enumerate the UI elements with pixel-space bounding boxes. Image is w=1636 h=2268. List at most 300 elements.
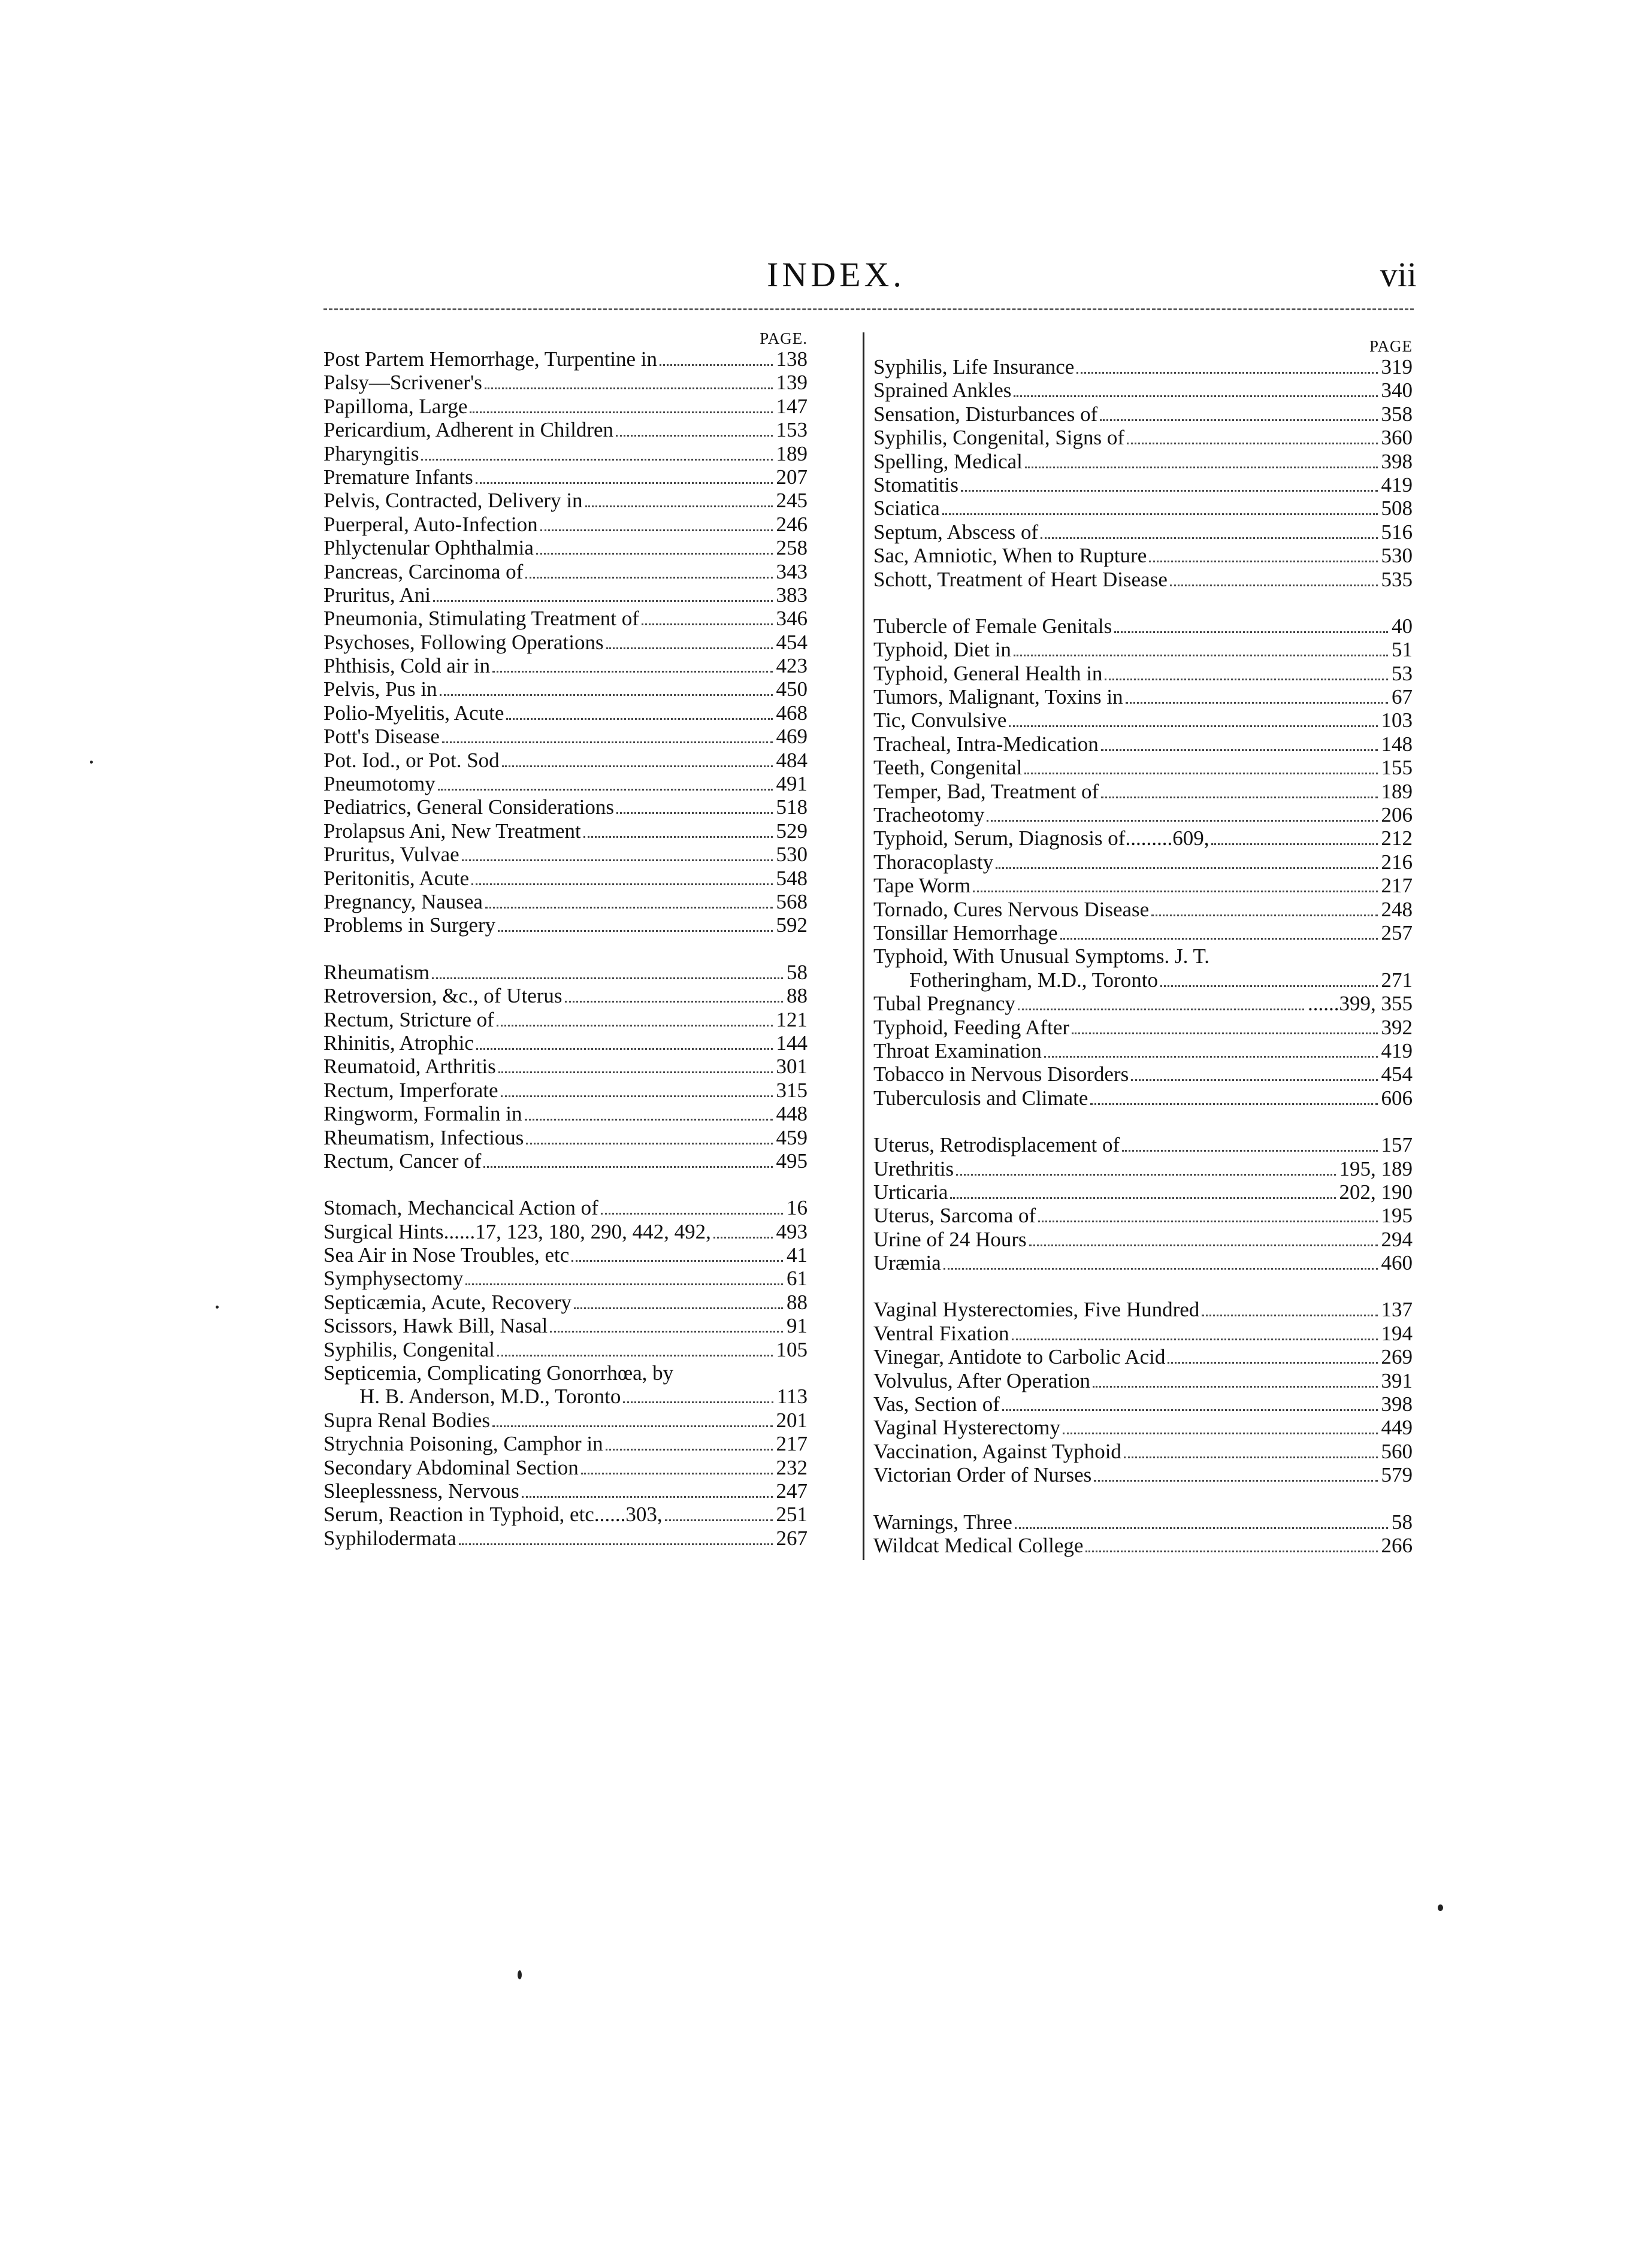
entry-title: Post Partem Hemorrhage, Turpentine in	[323, 347, 658, 371]
entry-page: 40	[1392, 614, 1413, 638]
entry-title: Stomach, Mechancical Action of	[323, 1196, 598, 1220]
index-entry	[323, 395, 808, 418]
dot-leader	[442, 741, 773, 743]
entry-page: 217	[1381, 874, 1413, 898]
entry-page: 449	[1381, 1416, 1413, 1440]
dot-leader	[501, 1095, 773, 1097]
index-entry	[873, 1133, 1413, 1156]
entry-title: Pelvis, Pus in	[323, 677, 437, 701]
entry-title: Pneumonia, Stimulating Treatment of	[323, 607, 639, 631]
entry-title: Pruritus, Vulvae	[323, 843, 459, 867]
dot-leader	[1025, 467, 1378, 468]
entry-page: 294	[1381, 1227, 1413, 1251]
entry-title: Sciatica	[873, 496, 940, 520]
index-entry	[323, 984, 808, 1007]
entry-page: 391	[1381, 1368, 1413, 1392]
entry-page: 454	[776, 630, 808, 654]
index-entry	[323, 489, 808, 512]
entry-title: Tobacco in Nervous Disorders	[873, 1062, 1129, 1086]
index-entry	[873, 402, 1413, 426]
dot-leader	[1126, 702, 1388, 704]
entry-title: Pelvis, Contracted, Delivery in	[323, 489, 583, 513]
dot-leader	[1100, 419, 1377, 421]
entry-title: Septicæmia, Acute, Recovery	[323, 1290, 572, 1314]
entry-title: Wildcat Medical College	[873, 1533, 1084, 1557]
entry-title: Papilloma, Large	[323, 394, 468, 418]
dot-leader	[1060, 938, 1378, 940]
entry-title: Rhinitis, Atrophic	[323, 1031, 474, 1055]
ink-speck	[216, 1306, 219, 1309]
entry-title: Urticaria	[873, 1180, 948, 1204]
dot-leader	[950, 1197, 1335, 1199]
dot-leader	[506, 718, 772, 720]
entry-page: 315	[776, 1078, 808, 1102]
index-entry	[323, 513, 808, 536]
entry-title: Pregnancy, Nausea	[323, 889, 483, 913]
index-entry	[323, 583, 808, 607]
entry-page: 248	[1381, 897, 1413, 921]
dot-leader	[485, 387, 773, 389]
dot-leader	[713, 1237, 773, 1239]
index-group	[323, 961, 808, 1173]
entry-page: 245	[776, 489, 808, 513]
index-entry	[873, 898, 1413, 921]
entry-title: Tonsillar Hemorrhage	[873, 920, 1058, 944]
index-entry	[873, 685, 1413, 708]
entry-page: 195, 189	[1339, 1156, 1413, 1180]
dot-leader	[1015, 1527, 1388, 1529]
entry-page: 392	[1381, 1015, 1413, 1039]
index-entry	[323, 654, 808, 677]
index-entry	[323, 1409, 808, 1432]
ink-speck	[518, 1970, 522, 1979]
entry-title: Uterus, Sarcoma of	[873, 1204, 1036, 1228]
entry-title: Typhoid, Serum, Diagnosis of.........609,	[873, 826, 1209, 850]
entry-page: 217	[776, 1432, 808, 1456]
index-entry	[873, 1534, 1413, 1557]
index-entry	[873, 473, 1413, 496]
entry-title: Symphysectomy	[323, 1267, 464, 1291]
dot-leader	[525, 1119, 773, 1121]
dot-leader	[550, 1331, 783, 1333]
dot-leader	[1076, 372, 1377, 374]
dot-leader	[498, 930, 772, 932]
entry-title: Supra Renal Bodies	[323, 1408, 491, 1432]
dot-leader	[462, 859, 773, 861]
dot-leader	[1024, 773, 1377, 774]
dot-leader	[1114, 631, 1388, 633]
entry-title: Warnings, Three	[873, 1510, 1012, 1534]
entry-title: Stomatitis	[873, 473, 958, 496]
entry-page: 51	[1392, 638, 1413, 662]
index-entry	[323, 1196, 808, 1219]
index-entry	[873, 1416, 1413, 1439]
entry-title: Volvulus, After Operation	[873, 1368, 1090, 1392]
entry-page: 269	[1381, 1345, 1413, 1369]
entry-page: 189	[1381, 779, 1413, 803]
entry-page: 202, 190	[1339, 1180, 1413, 1204]
entry-title: Pneumotomy	[323, 772, 436, 796]
index-entry	[873, 1180, 1413, 1204]
entry-title: Prolapsus Ani, New Treatment	[323, 819, 581, 843]
index-entry	[873, 1345, 1413, 1368]
index-entry	[873, 568, 1413, 591]
dot-leader	[1014, 655, 1388, 656]
entry-page: 61	[787, 1267, 808, 1291]
ink-speck	[1438, 1904, 1443, 1911]
index-entry	[323, 631, 808, 654]
entry-page: 246	[776, 512, 808, 536]
index-entry	[873, 874, 1413, 897]
dot-leader	[1014, 395, 1377, 397]
index-entry	[873, 732, 1413, 756]
entry-page: 319	[1381, 355, 1413, 378]
entry-title: Typhoid, With Unusual Symptoms. J. T.	[873, 944, 1210, 968]
entry-page: 189	[776, 441, 808, 465]
index-entry	[873, 1251, 1413, 1274]
dot-leader	[1211, 843, 1377, 845]
index-entry	[323, 1314, 808, 1337]
index-entry	[323, 1432, 808, 1455]
index-entry	[873, 1510, 1413, 1534]
index-entry	[873, 1157, 1413, 1180]
index-entry	[323, 1220, 808, 1243]
entry-page: 139	[776, 371, 808, 395]
entry-title: Typhoid, Feeding After	[873, 1015, 1070, 1039]
entry-page: 271	[1381, 968, 1413, 992]
index-entry	[873, 1463, 1413, 1486]
entry-page: 460	[1381, 1251, 1413, 1275]
dot-leader	[601, 1213, 783, 1215]
index-entry	[873, 662, 1413, 685]
entry-page: 343	[776, 559, 808, 583]
entry-title: Temper, Bad, Treatment of	[873, 779, 1099, 803]
dot-leader	[497, 1355, 773, 1356]
entry-page: 419	[1381, 473, 1413, 496]
index-entry	[323, 890, 808, 913]
entry-title: Pruritus, Ani	[323, 583, 431, 607]
entry-title: Thoracoplasty	[873, 850, 994, 874]
entry-title: Vaccination, Against Typhoid	[873, 1439, 1121, 1463]
index-entry	[873, 496, 1413, 520]
dot-leader	[660, 364, 772, 366]
entry-page: 137	[1381, 1298, 1413, 1322]
dot-leader	[642, 623, 773, 625]
dot-leader	[1093, 1386, 1378, 1388]
entry-page: 88	[787, 1290, 808, 1314]
index-entry	[323, 772, 808, 795]
index-entry	[323, 1149, 808, 1173]
dot-leader	[1094, 1480, 1377, 1482]
entry-page: 155	[1381, 756, 1413, 780]
entry-page: 113	[776, 1385, 808, 1409]
entry-page: 144	[776, 1031, 808, 1055]
column-head: PAGE	[1369, 337, 1413, 355]
index-entry	[873, 450, 1413, 473]
entry-title: Vaginal Hysterectomy	[873, 1416, 1060, 1440]
entry-title: Syphilodermata	[323, 1526, 456, 1550]
entry-page: 267	[776, 1526, 808, 1550]
dot-leader	[502, 765, 773, 767]
index-entry	[873, 1039, 1413, 1062]
index-entry	[323, 1102, 808, 1125]
dot-leader	[996, 867, 1377, 869]
entry-title: Uterus, Retrodisplacement of	[873, 1133, 1120, 1157]
dot-leader	[581, 1473, 773, 1474]
dot-leader	[606, 647, 773, 649]
entry-page: 529	[776, 819, 808, 843]
dot-leader	[1131, 1079, 1377, 1081]
dot-leader	[432, 977, 783, 979]
ink-speck	[90, 761, 93, 764]
index-group	[873, 355, 1413, 591]
dot-leader	[1012, 1339, 1378, 1340]
index-entry	[873, 426, 1413, 449]
entry-page: 301	[776, 1055, 808, 1079]
entry-page: 360	[1381, 426, 1413, 450]
entry-title: Rheumatism	[323, 960, 430, 984]
entry-page: 579	[1381, 1463, 1413, 1487]
entry-title: Scissors, Hawk Bill, Nasal	[323, 1314, 548, 1338]
index-entry	[873, 355, 1413, 378]
entry-page: 493	[776, 1219, 808, 1243]
entry-page: 516	[1381, 520, 1413, 544]
page-number: vii	[1380, 255, 1417, 294]
entry-page: 67	[1392, 685, 1413, 709]
entry-title: Syphilis, Congenital	[323, 1337, 495, 1361]
dot-leader	[944, 1268, 1378, 1270]
entry-title: Palsy—Scrivener's	[323, 371, 482, 395]
entry-title: Tracheal, Intra-Medication	[873, 732, 1099, 756]
dot-leader	[540, 529, 773, 531]
dot-leader	[1090, 1103, 1377, 1105]
entry-page: 105	[776, 1337, 808, 1361]
entry-title: Tape Worm	[873, 874, 971, 898]
entry-title: Spelling, Medical	[873, 449, 1023, 473]
entry-title: Typhoid, Diet in	[873, 638, 1011, 662]
entry-page: 58	[787, 960, 808, 984]
entry-page: 247	[776, 1479, 808, 1503]
index-entry	[873, 1392, 1413, 1416]
entry-page: 121	[776, 1007, 808, 1031]
dot-leader	[1029, 1244, 1378, 1246]
dot-leader	[606, 1449, 773, 1451]
entry-page: 257	[1381, 920, 1413, 944]
index-entry	[323, 913, 808, 937]
index-group	[323, 347, 808, 937]
dot-leader	[585, 505, 773, 507]
index-entry	[873, 614, 1413, 638]
index-entry	[873, 1322, 1413, 1345]
entry-title: Sensation, Disturbances of	[873, 402, 1098, 426]
index-entry	[323, 677, 808, 701]
entry-page: 398	[1381, 449, 1413, 473]
entry-title: Typhoid, General Health in	[873, 661, 1103, 685]
entry-page: 535	[1381, 567, 1413, 591]
entry-title: Peritonitis, Acute	[323, 866, 470, 890]
entry-title: Uræmia	[873, 1251, 941, 1275]
entry-page: 207	[776, 465, 808, 489]
entry-title: Ventral Fixation	[873, 1321, 1009, 1345]
entry-title: Sleeplessness, Nervous	[323, 1479, 519, 1503]
entry-title: Schott, Treatment of Heart Disease	[873, 567, 1168, 591]
dot-leader	[942, 513, 1378, 515]
dot-leader	[536, 553, 773, 555]
entry-title: Tornado, Cures Nervous Disease	[873, 897, 1150, 921]
entry-title: Phlyctenular Ophthalmia	[323, 536, 534, 560]
entry-page: 530	[1381, 544, 1413, 568]
entry-page: 346	[776, 607, 808, 631]
index-group	[873, 1298, 1413, 1486]
index-entry	[323, 795, 808, 819]
entry-page: 606	[1381, 1086, 1413, 1110]
dot-leader	[616, 812, 772, 814]
entry-page: 592	[776, 913, 808, 937]
dot-leader	[525, 577, 772, 579]
entry-page: 454	[1381, 1062, 1413, 1086]
dot-leader	[973, 891, 1377, 892]
entry-page: 495	[776, 1149, 808, 1173]
entry-title: Pancreas, Carcinoma of	[323, 559, 524, 583]
entry-page: 568	[776, 889, 808, 913]
index-entry	[323, 607, 808, 630]
page-title: INDEX.	[767, 255, 905, 294]
entry-page: 88	[787, 984, 808, 1008]
index-entry	[323, 1267, 808, 1290]
index-entry	[323, 1361, 808, 1385]
entry-page: 251	[776, 1503, 808, 1527]
index-entry	[873, 944, 1413, 968]
entry-title: Syphilis, Congenital, Signs of	[873, 426, 1125, 450]
dot-leader	[421, 459, 772, 461]
index-entry	[873, 520, 1413, 544]
entry-title: Tumors, Malignant, Toxins in	[873, 685, 1123, 709]
index-entry-continued	[323, 1385, 808, 1408]
index-group	[873, 1133, 1413, 1274]
index-entry	[323, 1243, 808, 1267]
index-entry	[323, 1079, 808, 1102]
entry-page: 560	[1381, 1439, 1413, 1463]
entry-title: Polio-Myelitis, Acute	[323, 701, 504, 725]
dot-leader	[1151, 915, 1377, 916]
dot-leader	[1072, 1032, 1377, 1034]
entry-page: 147	[776, 394, 808, 418]
entry-page: 548	[776, 866, 808, 890]
index-column-right	[873, 337, 1413, 1580]
index-entry	[873, 756, 1413, 779]
entry-page: 448	[776, 1102, 808, 1126]
dot-leader	[1149, 561, 1377, 562]
index-group	[873, 1510, 1413, 1558]
entry-page: 138	[776, 347, 808, 371]
dot-leader	[961, 490, 1378, 492]
entry-title: Premature Infants	[323, 465, 473, 489]
entry-page: 358	[1381, 402, 1413, 426]
index-entry	[323, 1456, 808, 1479]
entry-title: Throat Examination	[873, 1038, 1042, 1062]
column-divider	[863, 332, 864, 1560]
dot-leader	[956, 1174, 1335, 1176]
entry-title: Victorian Order of Nurses	[873, 1463, 1092, 1487]
index-entry	[873, 708, 1413, 732]
entry-title: Phthisis, Cold air in	[323, 654, 491, 678]
index-entry	[873, 1204, 1413, 1227]
index-entry	[323, 961, 808, 984]
index-entry	[873, 544, 1413, 567]
entry-page: 232	[776, 1455, 808, 1479]
entry-title: Tracheotomy	[873, 803, 985, 827]
dot-leader	[571, 1260, 783, 1262]
entry-title: Pot. Iod., or Pot. Sod	[323, 748, 500, 772]
entry-page: 518	[776, 795, 808, 819]
index-entry	[873, 826, 1413, 850]
entry-title: Retroversion, &c., of Uterus	[323, 984, 563, 1008]
index-entry	[873, 1298, 1413, 1321]
entry-title: Sprained Ankles	[873, 378, 1012, 402]
entry-title: Tuberculosis and Climate	[873, 1086, 1088, 1110]
entry-title: Septum, Abscess of	[873, 520, 1039, 544]
dot-leader	[1105, 679, 1388, 680]
entry-title: Septicemia, Complicating Gonorrhœa, by	[323, 1361, 674, 1385]
entry-page: 491	[776, 772, 808, 796]
dot-leader	[476, 1048, 773, 1050]
entry-title: Rectum, Cancer of	[323, 1149, 482, 1173]
index-entry	[323, 1527, 808, 1550]
dot-leader	[1160, 985, 1378, 987]
index-entry	[323, 1055, 808, 1078]
entry-page: 258	[776, 536, 808, 560]
entry-page: 41	[787, 1243, 808, 1267]
index-entry	[873, 1016, 1413, 1039]
page-header	[323, 255, 1417, 302]
index-entry	[323, 560, 808, 583]
dot-leader	[497, 1025, 773, 1026]
entry-page: 340	[1381, 378, 1413, 402]
index-entry	[323, 1126, 808, 1149]
dot-leader	[1038, 1221, 1377, 1222]
dot-leader	[1202, 1315, 1377, 1316]
dot-leader	[470, 411, 772, 413]
dot-leader	[492, 1425, 772, 1427]
index-entry	[323, 749, 808, 772]
index-group	[323, 1196, 808, 1550]
entry-page: 450	[776, 677, 808, 701]
entry-title: Vas, Section of	[873, 1392, 1000, 1416]
entry-page: 459	[776, 1125, 808, 1149]
dot-leader	[665, 1519, 773, 1521]
entry-title: Puerperal, Auto-Infection	[323, 512, 538, 536]
dot-leader	[1063, 1433, 1378, 1434]
dot-leader	[492, 671, 772, 673]
entry-page: 419	[1381, 1038, 1413, 1062]
entry-title: Tic, Convulsive	[873, 708, 1007, 732]
index-entry-continued	[873, 968, 1413, 992]
dot-leader	[583, 836, 773, 838]
entry-page: 103	[1381, 708, 1413, 732]
index-entry	[873, 1228, 1413, 1251]
entry-title: Rheumatism, Infectious	[323, 1125, 524, 1149]
entry-page: 148	[1381, 732, 1413, 756]
entry-page: 206	[1381, 803, 1413, 827]
entry-page: 266	[1381, 1533, 1413, 1557]
entry-title: Secondary Abdominal Section	[323, 1455, 579, 1479]
index-entry	[323, 442, 808, 465]
dot-leader	[522, 1496, 773, 1498]
index-column-left	[323, 329, 808, 1573]
entry-page: 484	[776, 748, 808, 772]
dot-leader	[1009, 725, 1377, 727]
column-head: PAGE.	[760, 329, 808, 347]
